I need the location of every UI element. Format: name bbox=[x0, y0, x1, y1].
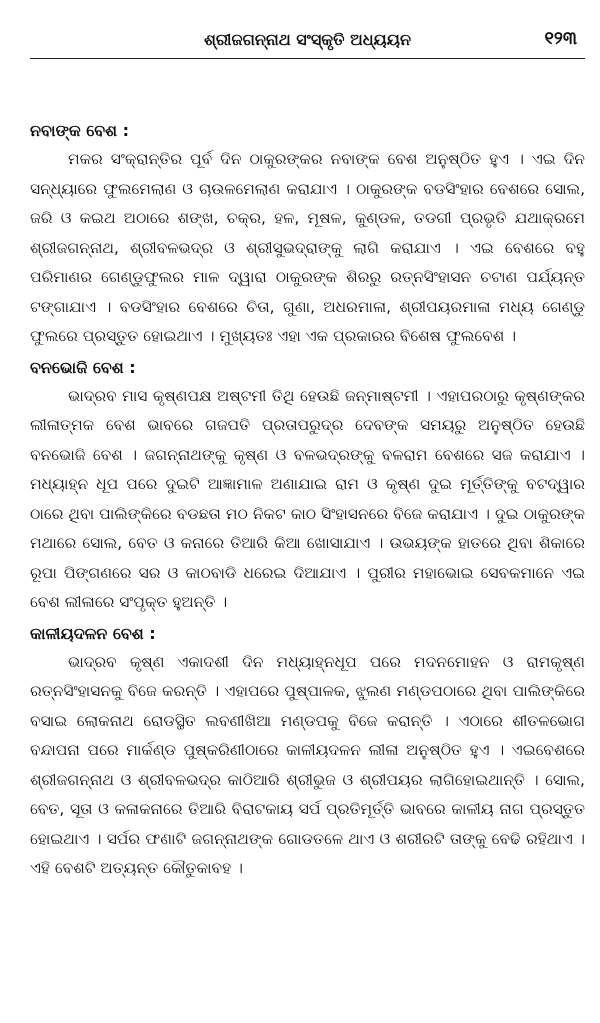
section-banabhoji-besha bbox=[30, 354, 585, 618]
section-paragraph: ଭାଦ୍ରବ ମାସ କୃଷ୍ଣପକ୍ଷ ଅଷ୍ଟମୀ ତିଥି ହେଉଛି ଜନ୍ମାଷ୍ଟମୀ । ଏହାପରଠାରୁ କୃଷ୍ଣଙ୍କର ଲୀଳାତ୍ମକ ବେଶ ଭାବରେ ଗଜପତି ପ୍ରତାପରୁଦ୍ର ଦେବଙ୍କ ସମୟରୁ ଅନୁଷ୍ଠିତ ହେଉଛି ବନଭୋଜି ବେଶ । ଜଗନ୍ନାଥଙ୍କୁ କୃଷ୍ଣ ଓ ବଳଭଦ୍ରଙ୍କୁ ବଳରାମ ବେଶରେ ସଜ କରାଯାଏ । ମଧ୍ୟାହ୍ନ ଧୂପ ପରେ ଦୁଇଟି ଆଜ୍ଞାମାଳ ଅଣାଯାଇ ରାମ ଓ କୃଷ୍ଣ ଦୁଇ ମୂର୍ତ୍ତିଙ୍କୁ ବଟଦ୍ୱାର ଠାରେ ଥିବା ପାଲିଙ୍କିରେ ବଡଛତା ମଠ ନିକଟ କାଠ ସିଂହାସନରେ ବିଜେ କରାଯାଏ । ଦୁଇ ଠାକୁରଙ୍କ ମଥାରେ ସୋଲ, ବେତ ଓ କନାରେ ତିଆରି କିଆ ଖୋସାଯାଏ । ଉଭୟଙ୍କ ହାତରେ ଥିବା ଶିକାରେ ରୂପା ପିଙ୍ଗଣରେ ସର ଓ କାଠବାଡି ଧରେଇ ଦିଆଯାଏ । ପୁରୀର ମହାଭୋଇ ସେବକମାନେ ଏଇ ବେଶ ଲୀଳାରେ ସଂପୃକ୍ତ ହୁଅନ୍ତି । bbox=[30, 386, 585, 611]
page-header bbox=[30, 28, 585, 59]
section-paragraph: ମକର ସଂକ୍ରାନ୍ତିର ପୂର୍ବ ଦିନ ଠାକୁରଙ୍କର ନବାଙ୍କ ବେଶ ଅନୁଷ୍ଠିତ ହୁଏ । ଏଇ ଦିନ ସନ୍ଧ୍ୟାରେ ଫୁଲମେଲାଣ ଓ ଚାଉଳମେଲାଣ କରାଯାଏ । ଠାକୁରଙ୍କ ବଡସିଂହାର ବେଶରେ ସୋଲ, ଜରି ଓ କଇଥ ଅଠାରେ ଶଙ୍ଖ, ଚକ୍ର, ହଳ, ମୂଷଳ, କୁଣ୍ଡଳ, ତଡଗୀ ପ୍ରଭୃତି ଯଥାକ୍ରମେ ଶ୍ରୀଜଗନ୍ନାଥ, ଶ୍ରୀବଳଭଦ୍ର ଓ ଶ୍ରୀସୁଭଦ୍ରାଙ୍କୁ ଲାଗି କରାଯାଏ । ଏଇ ବେଶରେ ବହୁ ପରିମାଣର ଗେଣ୍ଡୁଫୁଲର ମାଳ ଦ୍ୱାରା ଠାକୁରଙ୍କ ଶିରରୁ ରତ୍ନସିଂହାସନ ଚଟାଣ ପର୍ଯ୍ୟନ୍ତ ଟଙ୍ଗାଯାଏ । ବଡସିଂହାର ବେଶରେ ଚିତା, ଗୁଣା, ଅଧରମାଳା, ଶ୍ରୀପୟରମାଳା ମଧ୍ୟ ଗେଣ୍ଡୁ ଫୁଲରେ ପ୍ରସ୍ତୁତ ହୋଇଥାଏ । ମୁଖ୍ୟତଃ ଏହା ଏକ ପ୍ରକାରର ବିଶେଷ ଫୁଲବେଶ । bbox=[30, 150, 585, 345]
section-heading: ନବାଙ୍କ ବେଶ : bbox=[30, 121, 130, 140]
section-nabanka-besha bbox=[30, 117, 585, 352]
section-kaliyadalana-besha bbox=[30, 620, 585, 884]
running-title: ଶ୍ରୀଜଗନ୍ନାଥ ସଂସ୍କୃତି ଅଧ୍ୟୟନ bbox=[204, 30, 411, 49]
section-paragraph: ଭାଦ୍ରବ କୃଷ୍ଣ ଏକାଦଶୀ ଦିନ ମଧ୍ୟାହ୍ନଧୂପ ପରେ ମଦନମୋହନ ଓ ରାମକୃଷ୍ଣ ରତ୍ନସିଂହାସନକୁ ବିଜେ କରନ୍ତି । ଏହାପରେ ପୁଷ୍ପାଳକ, ଝୁଲଣ ମଣ୍ଡପଠାରେ ଥିବା ପାଲିଙ୍କିରେ ବସାଇ ଲୋକନାଥ ରୋଡସ୍ଥିତ ଲବଣୀଖିଆ ମଣ୍ଡପକୁ ବିଜେ କରାନ୍ତି । ଏଠାରେ ଶୀତଳଭୋଗ ବନ୍ଦାପନା ପରେ ମାର୍କଣ୍ଡ ପୁଷ୍କରିଣୀଠାରେ କାଳୀୟଦଳନ ଲୀଳା ଅନୁଷ୍ଠିତ ହୁଏ । ଏଇବେଶରେ ଶ୍ରୀଜଗନ୍ନାଥ ଓ ଶ୍ରୀବଳଭଦ୍ର କାଠିଆରି ଶ୍ରୀଭୁଜ ଓ ଶ୍ରୀପୟର ଲାଗିହୋଇଥାନ୍ତି । ସୋଲ, ବେତ, ସୂତା ଓ କଳାକନାରେ ତିଆରି ବିରାଟକାୟ ସର୍ପ ପ୍ରତିମୂର୍ତ୍ତି ଭାବରେ କାଳୀୟ ନାଗ ପ୍ରସ୍ତୁତ ହୋଇଥାଏ । ସର୍ପର ଫଣାଟି ଜଗନ୍ନାଥଙ୍କ ଗୋଡତଳେ ଥାଏ ଓ ଶରୀରଟି ତାଙ୍କୁ ବେଢି ରହିଥାଏ । ଏହି ବେଶଟି ଅତ୍ୟନ୍ତ କୌତୁକାବହ । bbox=[30, 652, 585, 877]
section-heading: କାଳୀୟଦଳନ ବେଶ : bbox=[30, 623, 156, 643]
book-page bbox=[30, 28, 585, 886]
page-number: ୧୨୩ bbox=[544, 28, 577, 49]
section-heading: ବନଭୋଜି ବେଶ : bbox=[30, 357, 136, 377]
page-content bbox=[30, 117, 585, 884]
